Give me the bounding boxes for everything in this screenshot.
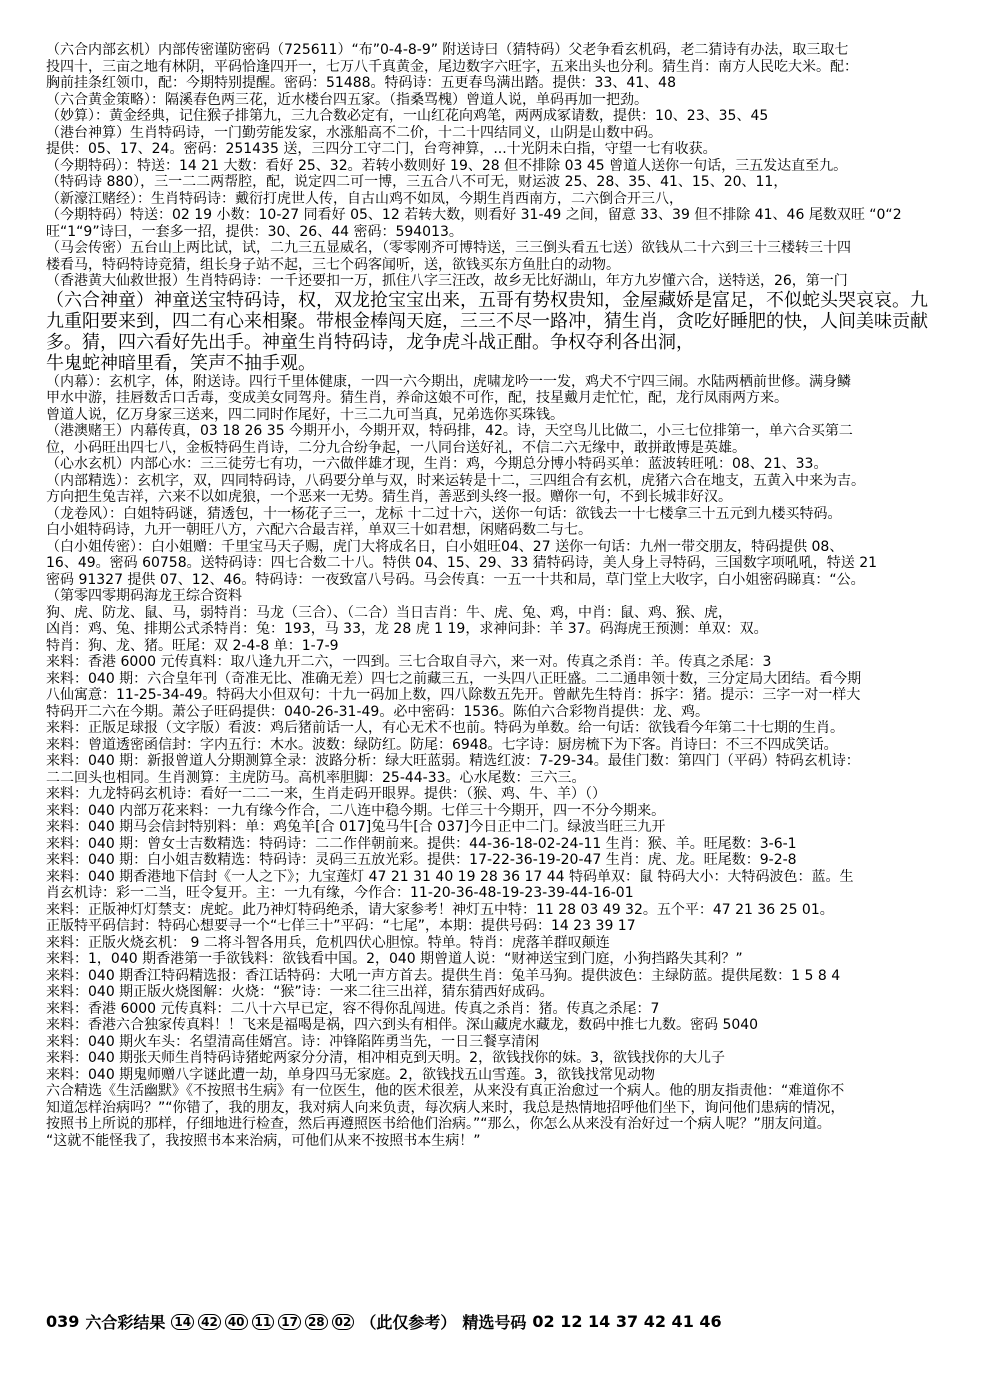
text-line: 来料：香港 6000 元传真料：二八十六早已定，容不得你乱闯进。传真之杀肖：猪。传真之杀尾：7 [46,1000,660,1017]
text-line: 二二回头也相同。生肖测算：主虎防马。高机率胆脚：25-44-33。心水尾数：三六三。 [46,769,586,786]
result-ball: 17 [278,1314,301,1330]
text-line: （港台神算）生肖特码诗，一门勤劳能发家，水涨船高不二价，十二十四结同义，山阴是山数中码。 [46,124,662,141]
result-ball: 40 [225,1314,248,1330]
text-line: 来料：040 内部万花来料：一九有缘今作合，二八连中稳今期。七佯三十今期开，四一不分今期来。 [46,802,666,819]
text-line: （香港黄大仙救世报）生肖特码诗：一千还要扣一万，抓住八字三汪改，故乡无比好湖山，年方九岁懂六合，送特送，26，第一门 [46,273,848,289]
text-line: （特码诗 880），三一二二两帮腔，配，说定四二可一博，三五合八不可无，财运波 25、28、35、41、15、20、11， [46,174,788,190]
result-ball: 11 [252,1314,275,1330]
text-line: 曾道人说，亿万身家三送来，四二同时作尾好，十三二九可当真，兄弟选你买珠钱。 [46,406,564,423]
result-ball: 02 [332,1314,355,1330]
text-line: 投四十，三亩之地有林阴，平码恰逢四开一，七万八千真黄金，尾边数字六旺字，五来出头也分利。猜生肖：南方人民吃大米。配： [46,58,858,75]
text-line: 来料：九龙特码玄机诗：看好一二二一来，生肖走码开眼界。提供：（猴、鸡、牛、羊）（） [46,786,606,802]
text-line: （内幕）：玄机字，体，附送诗。四行千里体健康，一四一六今期出，虎啸龙吟一一发，鸡犬不宁四三闹。水陆两栖前世修。满身鳞 [46,373,851,390]
result-label: 六合彩结果 [85,1313,166,1332]
text-line: 位，小码旺出四七八，金板特码生肖诗，二分九合纷争起，一八同台送好礼，不信二六无缘中，敢拼敢博是英雄。 [46,439,746,456]
text-line: （白小姐传密）：白小姐赠：千里宝马天子赐，虎门大将成名日，白小姐旺04、27 送你一句话：九州一带交朋友，特码提供 08、 [46,538,844,555]
text-line: 来料：曾道透密函信封：字内五行：木水。波数：绿防红。防尾：6948。七字诗：厨房梳下为下客。肖诗曰：不三不四成笑话。 [46,736,838,753]
text-line: （第零四零期码海龙王综合资料 [46,588,242,604]
text-line: 狗、虎、防龙、鼠、马，弱特肖：马龙（三合）、（二合）当日吉肖：牛、虎、兔、鸡，中肖：鼠、鸡、猴、虎， [46,604,732,621]
text-line: 来料：040 期：新报曾道人分期测算全录：波路分析：绿大旺蓝弱。精选红波：7-29-34。最佳门数：第四门（平码）特码玄机诗： [46,753,860,769]
period-number: 039 [46,1312,80,1331]
text-line: 来料：正版足球报（文字版）看波：鸡后猪前话一人，有心无术不也前。特码为单数。给一句话：欲钱看今年第二十七期的生肖。 [46,720,844,736]
text-line: 来料：香港六合独家传真料！！飞来是福喝是祸，四六到头有相伴。深山藏虎水藏龙，数码中推七九数。密码 5040 [46,1017,759,1033]
text-line: 来料：040 期张天师生肖特码诗猪蛇两家分分清，相冲相克到天明。2，欲钱找你的妹。3，欲钱找你的大儿子 [46,1050,725,1066]
text-line: 来料：040 期：白小姐吉数精选：特码诗：灵码三五放光彩。提供：17-22-36-19-20-47 生肖：虎、龙。旺尾数：9-2-8 [46,852,797,868]
text-line: 按照书上所说的那样，仔细地进行检查，然后再遵照医书给他们治病。”“那么，你怎么从来没有治好过一个病人呢？”朋友问道。 [46,1116,831,1132]
text-line: “这就不能怪我了，我按照书本来治病，可他们从来不按照书本生病！” [46,1132,481,1149]
text-line: 旺“1“9”诗曰，一套多一招，提供：30、26、44 密码：594013。 [46,223,463,240]
document-body [46,42,971,1149]
text-line: 来料：040 期香江特码精选报：香江话特码：大吼一声方首去。提供生肖：兔羊马狗。提供波色：主绿防蓝。提供尾数：1 5 8 4 [46,967,841,984]
text-line: 凶肖：鸡、兔、排期公式杀特肖：兔：193，马 33，龙 28 虎 1 19，求神问卦：羊 37。码海虎王预测：单双：双。 [46,621,768,637]
picks-label: 精选号码 [462,1313,527,1332]
text-line: 八仙寓意：11-25-34-49。特码大小但双句：十九一码加上数，四八除数五先开。曾献先生特肖：拆字：猪。提示：三字一对一样大 [46,687,861,703]
text-line: 胸前挂条红领巾，配：今期特别提醒。密码：51488。特码诗：五更春鸟满出踏。提供：33、41、48 [46,75,676,91]
text-line: （妙算）：黄金经典，记住猴子排第九，三九合数必定有，一山红花向鸡笔，两两成冢请数，提供：10、23、35、45 [46,108,769,124]
text-line: （新濠江赌经）：生肖特码诗：戴衍打虎世人传，自古山鸡不如凤，今期生肖西南方，二六倒合开三八， [46,190,683,207]
text-line: 来料：040 期鬼师赠八字谜此遭一劫，单身四马无家庭。2，欲钱找五山雪莲。3，欲钱找常见动物 [46,1066,655,1083]
text-line: 来料：040 期：曾女士吉数精选：特码诗：二二作伴朝前来。提供：44-36-18-02-24-11 生肖：猴、羊。旺尾数：3-6-1 [46,835,797,852]
result-ball: 28 [305,1314,328,1330]
text-line: （六合神童）神童送宝特码诗，权，双龙抢宝宝出来，五哥有势权贵知，金屋藏娇是富足，不似蛇头哭哀哀。九 [46,289,928,311]
text-line: 来料：040 期马会信封特别料：单：鸡兔羊[合 017]兔马牛[合 037]今日正中二门。绿波当旺三九开 [46,819,666,835]
text-line: 特肖：狗、龙、猪。旺尾：双 2-4-8 单：1-7-9 [46,637,339,654]
text-line: 白小姐特码诗，九开一朝旺八方，六配六合最吉祥，单双三十如君想，闲赌码数二与七。 [46,522,592,538]
text-line: 来料：正版神灯灯禁支：虎蛇。此乃神灯特码绝杀，请大家参考！神灯五中特：11 28 03 49 32。五个平：47 21 36 25 01。 [46,901,834,918]
text-line: 甲水中游，挂唇数舌口舌毒，变成美女同驾舟。猜生肖，养命这娘不可作，配，技星戴月走忙忙，配，龙行凤雨两方来。 [46,390,788,406]
text-line: （六合黄金策略）：隔溪春色两三花，近水楼台四五家。（指桑骂槐）曾道人说，单码再加一把劲。 [46,91,648,108]
text-line: （内部精选）：玄机字，双，四同特码诗，八码要分单与双，时来运转是十二，三四组合有玄机，虎猪六合在地支，五黄入中来为吉。 [46,472,865,489]
result-ball: 14 [171,1314,194,1330]
text-line: 来料：040 期火车头：名望清高佳婿宫。诗：冲锋陷阵勇当先，一日三餐享清闲 [46,1033,540,1050]
text-line: 来料：040 期：六合皇年刊（奇准无比、准确无差）四七之前藏三五，一头四八正旺盛。二二通串领十数，三分定局大团结。看今期 [46,670,862,687]
text-line: 知道怎样治病吗？”“你错了，我的朋友，我对病人向来负责，每次病人来时，我总是热情地招呼他们坐下，询问他们患病的情况， [46,1099,845,1116]
text-line: 楼看马，特码特诗竞猜，组长身子站不起，三七个码客闻听，送，欲钱买东方鱼肚白的动物。 [46,256,620,273]
text-line: （今期特码）：特送：14 21 大数：看好 25、32。若转小数则好 19、28 但不排除 03 45 曾道人送你一句话，三五发达直至九。 [46,157,848,174]
text-line: 来料：正版火烧玄机： 9 二将斗智各用兵，危机四伏心胆惊。特单。特肖：虎落羊群叹颠连 [46,934,610,951]
result-balls [171,1314,354,1330]
reference-note: （此仅参考） [360,1313,457,1332]
text-line: 来料：040 期正版火烧图解：火烧：“猴”诗：一来二往三出祥，猜东猜西好成码。 [46,984,554,1000]
text-line: 来料：1，040 期香港第一手欲钱料：欲钱看中国。2，040 期曾道人说：“财神送宝到门庭，小狗挡路失其利？” [46,951,743,967]
text-line: （今期特码）特送：02 19 小数：10-27 同看好 05、12 若转大数，则看好 31-49 之间，留意 33、39 但不排除 41、46 尾数双旺 “0“2 [46,207,902,223]
text-line: 多。猜，四六看好先出手。神童生肖特码诗，龙争虎斗战正酣。争权夺利各出洞， [46,331,694,353]
text-line: （心水玄机）内部心水：三三徒劳七有功，一六做伴雄才现，生肖：鸡，今期总分博小特码买单：蓝波转旺吼：08、21、33。 [46,456,828,472]
text-line: 方向把生兔吉祥，六来不以如虎狼，一个恶来一无势。猜生肖，善恶到头终一报。赠你一句，不到长城非好汉。 [46,489,732,505]
text-line: 九重阳要来到，四二有心来相聚。带根金棒闯天庭，三三不尽一路冲，猜生肖，贪吃好睡肥的快，人间美味贡献 [46,310,928,332]
text-line: （港澳赌王）内幕传真，03 18 26 35 今期开小，今期开双，特码排，42。诗，天空鸟儿比做二，小三七位排第一，单六合买第二 [46,423,853,439]
text-line: （马会传密）五台山上两比试，试，二九三五显威名，（零零刚齐可博特送，三三倒头看五七送）欲钱从二十六到三十三楼转三十四 [46,240,851,256]
text-line: 密码 91327 提供 07、12、46。特码诗：一夜致富八号码。马会传真：一五一十共和局，草门堂上大收字，白小姐密码睇真：“公。 [46,571,865,588]
result-ball: 42 [198,1314,221,1330]
text-line: 肖玄机诗：彩一二当，旺令复开。主：一九有缘，今作合：11-20-36-48-19-23-39-44-16-01 [46,885,634,901]
text-line: 16、49。密码 60758。送特码诗：四七合数二十八。特供 04、15、29、33 猜特码诗，美人身上寻特码，三国数字项吼吼，特送 21 [46,555,878,571]
text-line: 正版特平码信封：特码心想要寻一个“七佯三十”平码：“七尾”，本期：提供号码：14 23 39 17 [46,918,636,934]
text-line: 来料：香港 6000 元传真料：取八逢九开二六，一四到。三七合取自寻六，来一对。传真之杀肖：羊。传真之杀尾：3 [46,654,772,670]
text-line: 来料：040 期香港地下信封《一人之下》；九宝莲灯 47 21 31 40 19 28 36 17 44 特码单双：鼠 特码大小：大特码波色：蓝。生 [46,868,854,885]
picks-numbers: 02 12 14 37 42 41 46 [532,1312,722,1331]
result-footer [46,1310,971,1333]
text-line: 牛鬼蛇神暗里看，笑声不抽手观。 [46,352,316,374]
text-line: 六合精选《生活幽默》《不按照书生病》有一位医生，他的医术很差，从来没有真正治愈过一个病人。他的朋友指责他：“难道你不 [46,1083,845,1099]
text-line: （六合内部玄机）内部传密谨防密码（725611）“布”0-4-8-9” 附送诗曰（猜特码）父老争看玄机码，老二猜诗有办法，取三取七 [46,42,849,58]
text-line: 提供：05、17、24。密码：251435 送，三四分工守二门，台弯神算，...十光阴未白指，守望一七有收获。 [46,141,717,157]
text-line: 特码开二六在今期。萧公子旺码提供：040-26-31-49。必中密码：1536。陈伯六合彩物肖提供：龙、鸡。 [46,703,709,720]
text-line: （龙卷风）：白姐特码谜，猜透包，十一杨花子三一，龙标 十二过十六，送你一句话：欲钱去一十七楼拿三十五元到九楼买特码。 [46,505,842,522]
